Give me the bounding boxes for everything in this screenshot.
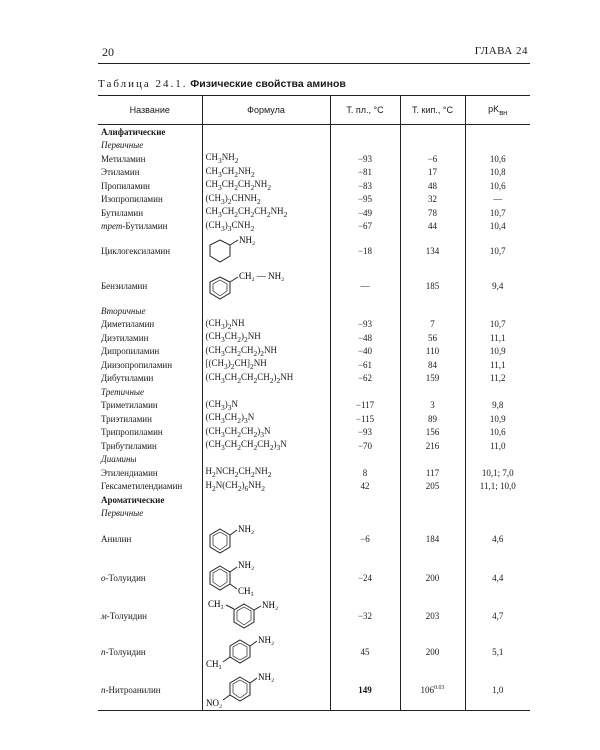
pk-value: — — [465, 193, 530, 207]
amines-table — [98, 95, 530, 711]
melting-point: −95 — [330, 193, 400, 207]
pk-value: 11,1; 10,0 — [465, 480, 530, 494]
pk-value: 11,1 — [465, 331, 530, 345]
amine-formula: $(CH_3)_3N$ — [202, 399, 330, 413]
subsection-row: Диамины — [98, 453, 530, 467]
melting-point: 149 — [330, 670, 400, 711]
amine-formula — [202, 268, 330, 304]
amine-name: Циклогексиламин — [101, 245, 171, 256]
pk-value: 10,9 — [465, 412, 530, 426]
melting-point: −61 — [330, 358, 400, 372]
pk-value: 4,4 — [465, 558, 530, 598]
amine-name: Метиламин — [101, 153, 146, 164]
table-row — [98, 233, 530, 268]
svg-text:NH₂: NH₂ — [237, 560, 254, 570]
pk-value: 10,4 — [465, 220, 530, 234]
amine-name: Пропиламин — [101, 180, 150, 191]
cyclohexylamine-structure — [206, 234, 316, 268]
aniline-structure — [206, 521, 316, 557]
amine-name: Трипропиламин — [101, 427, 163, 438]
amine-formula: $(CH_3CH_2CH_2)_2NH$ — [202, 345, 330, 359]
pk-value: 9,8 — [465, 399, 530, 413]
amine-name: Изопропиламин — [101, 194, 163, 205]
table-row — [98, 220, 530, 234]
amine-formula: $(CH_3CH_2CH_2CH_2)_2NH$ — [202, 372, 330, 386]
amine-name: Триметиламин — [101, 400, 158, 411]
pk-value: 10,6 — [465, 179, 530, 193]
amine-name: о-Толуидин — [101, 573, 146, 583]
melting-point: 45 — [330, 634, 400, 670]
melting-point: −62 — [330, 372, 400, 386]
boiling-point: 156 — [400, 426, 465, 440]
table-caption — [98, 78, 346, 90]
svg-text:CH₃: CH₃ — [237, 586, 254, 596]
melting-point: −93 — [330, 318, 400, 332]
boiling-point: 56 — [400, 331, 465, 345]
amine-name: Диэтиламин — [101, 332, 149, 343]
pk-value: 11,2 — [465, 372, 530, 386]
caption-title: Физические свойства аминов — [190, 78, 346, 90]
melting-point: −70 — [330, 439, 400, 453]
amine-name: Дипропиламин — [101, 346, 160, 357]
amine-formula: $CH_3CH_2CH_2CH_2NH_2$ — [202, 206, 330, 220]
amine-formula — [202, 634, 330, 670]
amine-name: Этилендиамин — [101, 467, 158, 478]
amine-formula: $H_2N(CH_2)_6NH_2$ — [202, 480, 330, 494]
amine-name: п-Толуидин — [101, 647, 146, 657]
melting-point: −6 — [330, 520, 400, 558]
pk-value: 10,7 — [465, 206, 530, 220]
svg-text:CH₂ — NH₂: CH₂ — NH₂ — [238, 271, 284, 281]
o-toluidine-structure — [206, 558, 316, 598]
amine-name: п-Нитроанилин — [98, 670, 202, 711]
boiling-point: 89 — [400, 412, 465, 426]
boiling-point: 78 — [400, 206, 465, 220]
table-row — [98, 466, 530, 480]
table-row — [98, 520, 530, 558]
pk-value: 10,7 — [465, 318, 530, 332]
amine-formula — [202, 520, 330, 558]
amine-formula: $(CH_3)_3CNH_2$ — [202, 220, 330, 234]
svg-text:NH₂: NH₂ — [257, 672, 274, 682]
section-row: Ароматические — [98, 493, 530, 507]
pk-value: 10,1; 7,0 — [465, 466, 530, 480]
amine-name: Бензиламин — [101, 281, 148, 291]
pk-value: 11,1 — [465, 358, 530, 372]
melting-point: −81 — [330, 166, 400, 180]
melting-point: −83 — [330, 179, 400, 193]
pk-value: 5,1 — [465, 634, 530, 670]
melting-point: −18 — [330, 233, 400, 268]
amine-name: Триэтиламин — [101, 413, 152, 424]
boiling-point: 84 — [400, 358, 465, 372]
pk-subscript: вн — [499, 107, 508, 117]
amine-formula: $[(CH_3)_2CH]_2NH$ — [202, 358, 330, 372]
table-row — [98, 670, 530, 711]
amine-formula: $CH_3NH_2$ — [202, 152, 330, 166]
amine-formula: $(CH_3CH_2CH_2CH_2)_3N$ — [202, 439, 330, 453]
pk-value: 1,0 — [465, 670, 530, 711]
boiling-point: 200 — [400, 558, 465, 598]
boiling-point: 205 — [400, 480, 465, 494]
boiling-point: −6 — [400, 152, 465, 166]
table-row — [98, 480, 530, 494]
m-toluidine-structure — [206, 598, 316, 634]
amine-formula: $CH_3CH_2CH_2NH_2$ — [202, 179, 330, 193]
melting-point: −32 — [330, 598, 400, 634]
amine-name: Гексаметилендиамин — [101, 481, 183, 492]
table-row — [98, 439, 530, 453]
amine-name: Этиламин — [101, 167, 140, 178]
chapter-title: ГЛАВА 24 — [474, 45, 528, 57]
melting-point: −115 — [330, 412, 400, 426]
melting-point: −93 — [330, 152, 400, 166]
amine-name: Диизопропиламин — [101, 359, 173, 370]
col-formula-header: Формула — [202, 96, 330, 125]
amine-name: трет-Бутиламин — [101, 221, 168, 232]
amine-formula — [202, 233, 330, 268]
amine-formula: $H_2NCH_2CH_2NH_2$ — [202, 466, 330, 480]
boiling-point: 203 — [400, 598, 465, 634]
amine-formula: $(CH_3CH_2)_3N$ — [202, 412, 330, 426]
amine-formula: $(CH_3)_2NH$ — [202, 318, 330, 332]
pk-value: 10,7 — [465, 233, 530, 268]
p-toluidine-structure — [206, 634, 316, 670]
pk-value: 4,7 — [465, 598, 530, 634]
col-bp-header: Т. кип., °С — [400, 96, 465, 125]
table-row — [98, 179, 530, 193]
pk-value: 10,8 — [465, 166, 530, 180]
amine-formula — [202, 670, 330, 711]
boiling-point: $106^{0.03}$ — [400, 670, 465, 711]
boiling-point: 134 — [400, 233, 465, 268]
boiling-point: 184 — [400, 520, 465, 558]
boiling-point: 48 — [400, 179, 465, 193]
table-row — [98, 268, 530, 304]
boiling-point: 17 — [400, 166, 465, 180]
amine-formula: $(CH_3)_2CHNH_2$ — [202, 193, 330, 207]
table-row — [98, 634, 530, 670]
amine-formula: $(CH_3CH_2)_2NH$ — [202, 331, 330, 345]
subsection-row: Вторичные — [98, 304, 530, 318]
col-name-header: Название — [98, 96, 202, 125]
table-row — [98, 426, 530, 440]
pk-value: 10,6 — [465, 426, 530, 440]
boiling-point: 3 — [400, 399, 465, 413]
boiling-point: 185 — [400, 268, 465, 304]
pk-value: 9,4 — [465, 268, 530, 304]
table-row — [98, 358, 530, 372]
subsection-row: Первичные — [98, 507, 530, 521]
melting-point: −40 — [330, 345, 400, 359]
amine-name: Дибутиламин — [101, 373, 154, 384]
amine-formula — [202, 558, 330, 598]
table-row — [98, 206, 530, 220]
boiling-point: 110 — [400, 345, 465, 359]
amine-formula — [202, 598, 330, 634]
table-row — [98, 152, 530, 166]
melting-point: −48 — [330, 331, 400, 345]
melting-point: −24 — [330, 558, 400, 598]
table-row — [98, 558, 530, 598]
svg-text:NH₂: NH₂ — [261, 600, 278, 610]
pk-value: 4,6 — [465, 520, 530, 558]
pk-value: 11,0 — [465, 439, 530, 453]
amine-name: Анилин — [101, 534, 132, 544]
melting-point: 42 — [330, 480, 400, 494]
melting-point: −67 — [330, 220, 400, 234]
svg-text:NO₂: NO₂ — [205, 698, 222, 708]
subsection-row: Первичные — [98, 139, 530, 153]
svg-text:NH₂: NH₂ — [237, 524, 254, 534]
melting-point: −49 — [330, 206, 400, 220]
col-mp-header: Т. пл., °С — [330, 96, 400, 125]
table-row — [98, 598, 530, 634]
table-row — [98, 193, 530, 207]
boiling-point: 7 — [400, 318, 465, 332]
boiling-point: 32 — [400, 193, 465, 207]
p-nitroaniline-structure — [206, 670, 316, 710]
table-row — [98, 166, 530, 180]
pk-value: 10,6 — [465, 152, 530, 166]
amine-formula: $(CH_3CH_2CH_2)_3N$ — [202, 426, 330, 440]
melting-point: −117 — [330, 399, 400, 413]
boiling-point: 216 — [400, 439, 465, 453]
pressure-superscript: 0.03 — [434, 685, 445, 691]
pk-value: 10,9 — [465, 345, 530, 359]
amine-formula: $CH_3CH_2NH_2$ — [202, 166, 330, 180]
amine-name: Трибутиламин — [101, 440, 157, 451]
table-row — [98, 318, 530, 332]
table-row — [98, 345, 530, 359]
melting-point: — — [330, 268, 400, 304]
caption-label: Таблица 24.1. — [98, 78, 188, 90]
svg-text:CH₃: CH₃ — [205, 659, 222, 669]
svg-text:CH₃: CH₃ — [207, 599, 224, 609]
boiling-point: 117 — [400, 466, 465, 480]
svg-text:NH₂: NH₂ — [238, 234, 255, 245]
table-header-row — [98, 96, 530, 125]
amine-name: Бутиламин — [101, 207, 144, 218]
amine-name: м-Толуидин — [101, 611, 147, 621]
col-pk-header: $pK_{вн}$ — [465, 96, 530, 125]
amine-name: Диметиламин — [101, 319, 155, 330]
table-row — [98, 331, 530, 345]
section-row: Алифатические — [98, 125, 530, 139]
page-header — [98, 45, 530, 64]
svg-text:NH₂: NH₂ — [257, 635, 274, 645]
table-row — [98, 412, 530, 426]
table-row — [98, 372, 530, 386]
page-number: 20 — [102, 45, 114, 59]
melting-point: −93 — [330, 426, 400, 440]
benzylamine-structure — [206, 269, 316, 303]
boiling-point: 159 — [400, 372, 465, 386]
table-row — [98, 399, 530, 413]
melting-point: 8 — [330, 466, 400, 480]
boiling-point: 200 — [400, 634, 465, 670]
boiling-point: 44 — [400, 220, 465, 234]
subsection-row: Третичные — [98, 385, 530, 399]
